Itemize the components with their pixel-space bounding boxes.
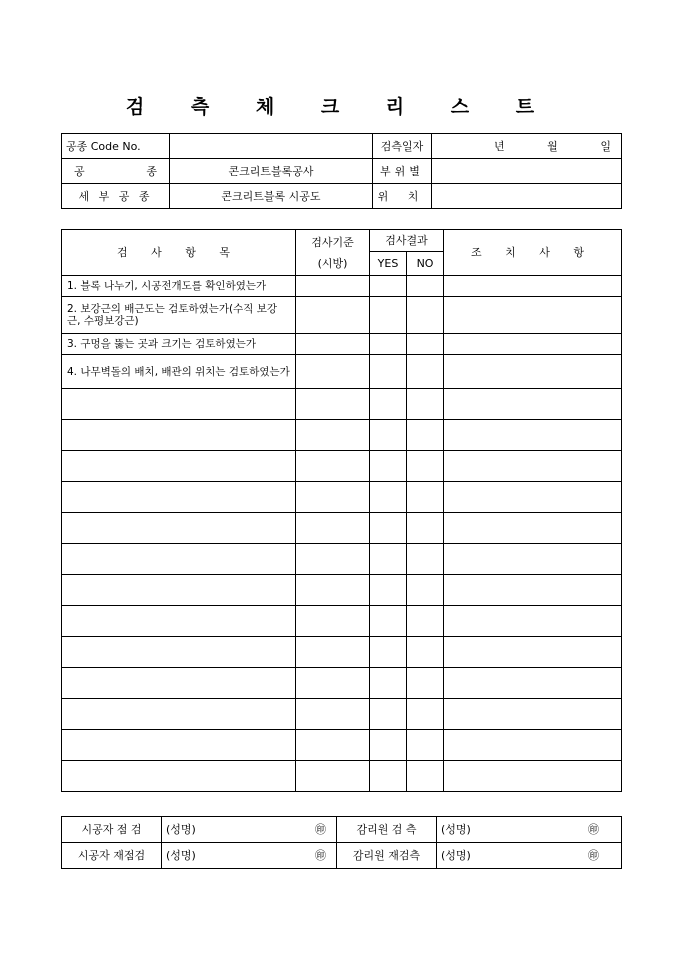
code-label: 공종 Code No. (62, 134, 170, 159)
col-header-standard-line2: (시방) (317, 256, 348, 270)
action-cell[interactable] (444, 668, 622, 699)
name-placeholder: (성명) (441, 823, 471, 836)
no-checkbox-cell[interactable] (407, 575, 444, 606)
standard-cell[interactable] (296, 730, 370, 761)
standard-cell[interactable] (296, 389, 370, 420)
location-value-field[interactable] (432, 159, 622, 184)
action-cell[interactable] (444, 513, 622, 544)
action-cell[interactable] (444, 606, 622, 637)
yes-checkbox-cell[interactable] (370, 699, 407, 730)
no-checkbox-cell[interactable] (407, 420, 444, 451)
action-cell[interactable] (444, 355, 622, 389)
seal-icon: ㊞ (588, 823, 599, 836)
standard-cell[interactable] (296, 420, 370, 451)
col-header-item: 검 사 항 목 (62, 230, 296, 276)
blank-item-cell[interactable] (62, 482, 296, 513)
yes-checkbox-cell[interactable] (370, 575, 407, 606)
standard-cell[interactable] (296, 606, 370, 637)
sub-work-value[interactable]: 콘크리트블록 시공도 (170, 184, 373, 209)
work-type-label-text (66, 165, 165, 178)
col-header-result: 검사결과 (370, 230, 444, 252)
date-day-unit: 일 (600, 139, 611, 153)
standard-cell[interactable] (296, 544, 370, 575)
name-placeholder: (성명) (166, 823, 196, 836)
no-checkbox-cell[interactable] (407, 276, 444, 297)
action-cell[interactable] (444, 575, 622, 606)
no-checkbox-cell[interactable] (407, 355, 444, 389)
standard-cell[interactable] (296, 761, 370, 792)
inspection-item: 3. 구멍을 뚫는 곳과 크기는 검토하였는가 (62, 334, 296, 355)
yes-checkbox-cell[interactable] (370, 606, 407, 637)
supervisor-remeasure-label: 감리원 재검측 (337, 843, 437, 869)
blank-item-cell[interactable] (62, 544, 296, 575)
header-info-table (61, 133, 622, 209)
blank-item-cell[interactable] (62, 668, 296, 699)
sub-work-label: 세 부 공 종 (62, 184, 170, 209)
action-cell[interactable] (444, 420, 622, 451)
no-checkbox-cell[interactable] (407, 699, 444, 730)
yes-checkbox-cell[interactable] (370, 334, 407, 355)
supervisor-remeasure-signature-field[interactable] (437, 843, 622, 869)
yes-checkbox-cell[interactable] (370, 668, 407, 699)
yes-checkbox-cell[interactable] (370, 544, 407, 575)
date-year-unit: 년 (494, 139, 505, 153)
contractor-reinspect-label: 시공자 재점검 (62, 843, 162, 869)
date-field[interactable] (432, 134, 622, 159)
contractor-inspect-label: 시공자 점 검 (62, 817, 162, 843)
no-checkbox-cell[interactable] (407, 482, 444, 513)
yes-checkbox-cell[interactable] (370, 355, 407, 389)
name-placeholder: (성명) (441, 849, 471, 862)
blank-item-cell[interactable] (62, 637, 296, 668)
no-checkbox-cell[interactable] (407, 334, 444, 355)
blank-item-cell[interactable] (62, 389, 296, 420)
action-cell[interactable] (444, 699, 622, 730)
yes-checkbox-cell[interactable] (370, 276, 407, 297)
action-cell[interactable] (444, 730, 622, 761)
standard-cell[interactable] (296, 451, 370, 482)
work-type-label (62, 159, 170, 184)
standard-cell[interactable] (296, 355, 370, 389)
standard-cell[interactable] (296, 668, 370, 699)
action-cell[interactable] (444, 389, 622, 420)
code-value-field[interactable] (170, 134, 373, 159)
no-checkbox-cell[interactable] (407, 668, 444, 699)
action-cell[interactable] (444, 276, 622, 297)
supervisor-measure-signature-field[interactable] (437, 817, 622, 843)
contractor-reinspect-signature-field[interactable] (162, 843, 337, 869)
action-cell[interactable] (444, 451, 622, 482)
signature-table (61, 816, 622, 869)
no-checkbox-cell[interactable] (407, 544, 444, 575)
col-header-standard (296, 230, 370, 276)
position-value-field[interactable] (432, 184, 622, 209)
inspection-item: 2. 보강근의 배근도는 검토하였는가(수직 보강근, 수평보강근) (62, 297, 296, 334)
seal-icon: ㊞ (588, 849, 599, 862)
no-checkbox-cell[interactable] (407, 730, 444, 761)
blank-item-cell[interactable] (62, 699, 296, 730)
standard-cell[interactable] (296, 276, 370, 297)
yes-checkbox-cell[interactable] (370, 389, 407, 420)
standard-cell[interactable] (296, 297, 370, 334)
no-checkbox-cell[interactable] (407, 451, 444, 482)
standard-cell[interactable] (296, 482, 370, 513)
blank-item-cell[interactable] (62, 451, 296, 482)
blank-item-cell[interactable] (62, 575, 296, 606)
blank-item-cell[interactable] (62, 606, 296, 637)
standard-cell[interactable] (296, 637, 370, 668)
standard-cell[interactable] (296, 334, 370, 355)
col-header-standard-line1: 검사기준 (311, 235, 354, 249)
blank-item-cell[interactable] (62, 761, 296, 792)
no-checkbox-cell[interactable] (407, 637, 444, 668)
action-cell[interactable] (444, 637, 622, 668)
date-month-unit: 월 (547, 139, 558, 153)
no-checkbox-cell[interactable] (407, 389, 444, 420)
inspection-item: 1. 블록 나누기, 시공전개도를 확인하였는가 (62, 276, 296, 297)
date-label: 검측일자 (373, 134, 432, 159)
name-placeholder: (성명) (166, 849, 196, 862)
page-title: 검 측 체 크 리 스 트 (125, 96, 555, 118)
action-cell[interactable] (444, 544, 622, 575)
blank-item-cell[interactable] (62, 513, 296, 544)
no-checkbox-cell[interactable] (407, 513, 444, 544)
standard-cell[interactable] (296, 513, 370, 544)
action-cell[interactable] (444, 334, 622, 355)
no-checkbox-cell[interactable] (407, 606, 444, 637)
contractor-inspect-signature-field[interactable] (162, 817, 337, 843)
inspection-item: 4. 나무벽돌의 배치, 배관의 위치는 검토하였는가 (62, 355, 296, 389)
col-header-action: 조 치 사 항 (444, 230, 622, 276)
action-cell[interactable] (444, 297, 622, 334)
seal-icon: ㊞ (315, 849, 326, 862)
yes-checkbox-cell[interactable] (370, 513, 407, 544)
yes-checkbox-cell[interactable] (370, 482, 407, 513)
yes-checkbox-cell[interactable] (370, 637, 407, 668)
yes-checkbox-cell[interactable] (370, 297, 407, 334)
yes-checkbox-cell[interactable] (370, 420, 407, 451)
yes-checkbox-cell[interactable] (370, 761, 407, 792)
work-type-label-char: 종 (146, 164, 157, 178)
no-checkbox-cell[interactable] (407, 297, 444, 334)
work-type-value[interactable]: 콘크리트블록공사 (170, 159, 373, 184)
standard-cell[interactable] (296, 575, 370, 606)
location-label: 부위별 (373, 159, 432, 184)
action-cell[interactable] (444, 761, 622, 792)
no-checkbox-cell[interactable] (407, 761, 444, 792)
position-label: 위 치 (373, 184, 432, 209)
blank-item-cell[interactable] (62, 420, 296, 451)
supervisor-measure-label: 감리원 검 측 (337, 817, 437, 843)
seal-icon: ㊞ (315, 823, 326, 836)
yes-checkbox-cell[interactable] (370, 451, 407, 482)
standard-cell[interactable] (296, 699, 370, 730)
yes-checkbox-cell[interactable] (370, 730, 407, 761)
col-header-yes: YES (370, 252, 407, 276)
col-header-no: NO (407, 252, 444, 276)
blank-item-cell[interactable] (62, 730, 296, 761)
work-type-label-char: 공 (74, 164, 85, 178)
action-cell[interactable] (444, 482, 622, 513)
inspection-table (61, 229, 622, 792)
